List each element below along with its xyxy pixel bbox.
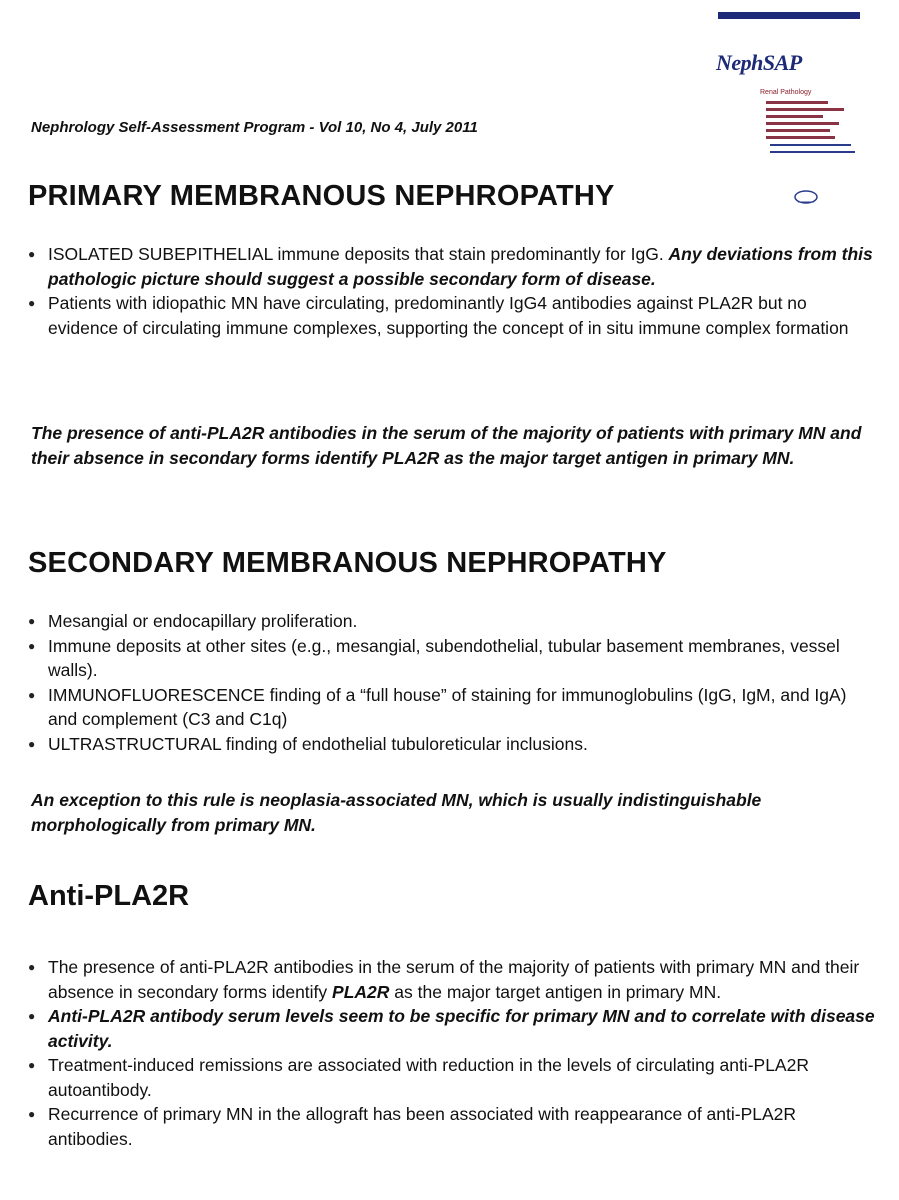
list-item: ● Mesangial or endocapillary proliferation. xyxy=(28,609,878,634)
list-item: ● Anti-PLA2R antibody serum levels seem to be specific for primary MN and to correlate with disease activity. xyxy=(28,1004,878,1053)
list-item: ● IMMUNOFLUORESCENCE finding of a “full house” of staining for immunoglobulins (IgG, IgM, and IgA) and complement (C3 and C1q) xyxy=(28,683,878,732)
primary-mn-note: The presence of anti-PLA2R antibodies in the serum of the majority of patients with primary MN and their absence in secondary forms identify PLA2R as the major target antigen in primary MN. xyxy=(31,423,862,468)
cover-title: Renal Pathology xyxy=(760,89,812,96)
section-title-primary: PRIMARY MEMBRANOUS NEPHROPATHY xyxy=(28,180,615,212)
list-item: ● Treatment-induced remissions are associated with reduction in the levels of circulating anti-PLA2R autoantibody. xyxy=(28,1053,878,1102)
nephsap-logo: NephSAP xyxy=(716,50,802,75)
list-item: ● Recurrence of primary MN in the allograft has been associated with reappearance of anti-PLA2R antibodies. xyxy=(28,1102,878,1151)
secondary-mn-list xyxy=(28,609,878,756)
list-item: ● Patients with idiopathic MN have circulating, predominantly IgG4 antibodies against PLA2R but no evidence of circulating immune complexes, supporting the concept of in situ immune complex formation xyxy=(28,291,878,340)
anti-pla2r-list xyxy=(28,955,878,1151)
section-title-anti-pla2r: Anti-PLA2R xyxy=(28,880,190,912)
header-color-bar xyxy=(718,12,860,19)
list-item: ● Immune deposits at other sites (e.g., mesangial, subendothelial, tubular basement membranes, vessel walls). xyxy=(28,634,878,683)
list-item: ● The presence of anti-PLA2R antibodies in the serum of the majority of patients with primary MN and their absence in secondary forms identify PLA2R as the major target antigen in primary MN. xyxy=(28,955,878,1004)
primary-mn-list xyxy=(28,242,878,340)
list-item: ● ISOLATED SUBEPITHELIAL immune deposits that stain predominantly for IgG. Any deviations from this pathologic picture should suggest a possible secondary form of disease. xyxy=(28,242,878,291)
cover-thumbnail xyxy=(760,88,864,180)
asn-logo-icon xyxy=(793,188,819,204)
journal-citation: Nephrology Self-Assessment Program - Vol 10, No 4, July 2011 xyxy=(31,119,478,136)
section-title-secondary: SECONDARY MEMBRANOUS NEPHROPATHY xyxy=(28,547,667,579)
secondary-mn-note: An exception to this rule is neoplasia-associated MN, which is usually indistinguishable morphologically from primary MN. xyxy=(31,790,762,835)
list-item: ● ULTRASTRUCTURAL finding of endothelial tubuloreticular inclusions. xyxy=(28,732,878,757)
